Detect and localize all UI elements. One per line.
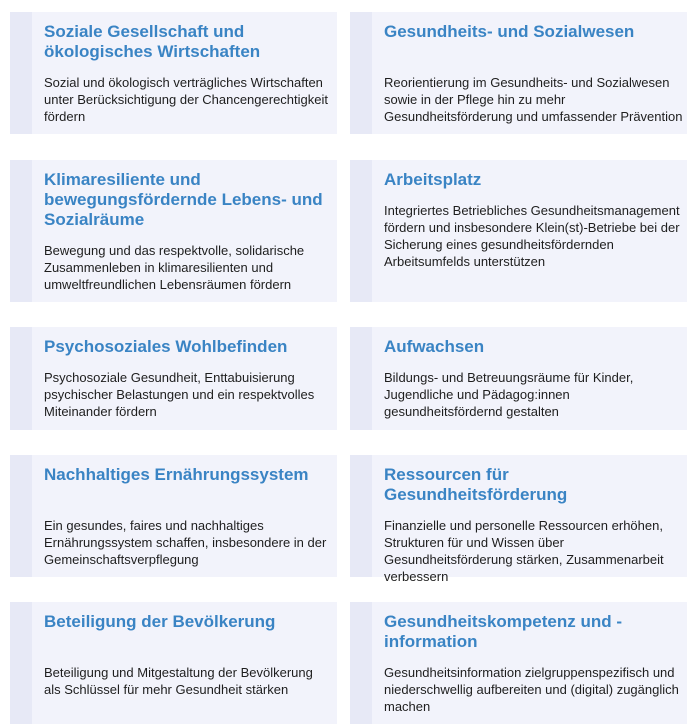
card-description: Finanzielle und personelle Ressourcen erhöhen, Strukturen für und Wissen über Gesundheitsförderung stärken, Zusammenarbeit verbessern [384, 518, 664, 584]
card-title: Gesundheitskompetenz und -information [384, 612, 623, 651]
card-title: Ressourcen für Gesundheitsförderung [384, 465, 568, 504]
card-description: Bewegung und das respektvolle, solidarische Zusammenleben in klimaresilienten und umweltfreundlichen Lebensräumen fördern [44, 243, 305, 292]
card-ressourcen-gesundheitsfoerderung [350, 455, 687, 584]
card-accent-bar [10, 602, 32, 724]
card-description: Ein gesundes, faires und nachhaltiges Ernährungssystem schaffen, insbesondere in der Gemeinschaftsverpflegung [44, 518, 327, 567]
card-description: Beteiligung und Mitgestaltung der Bevölkerung als Schlüssel für mehr Gesundheit stärken [44, 665, 313, 697]
card-soziale-gesellschaft [10, 12, 337, 134]
card-aufwachsen [350, 327, 687, 430]
card-accent-bar [350, 12, 372, 134]
card-description: Gesundheitsinformation zielgruppenspezifisch und niederschwellig aufbereiten und (digital) zugänglich machen [384, 665, 679, 714]
card-accent-bar [350, 455, 372, 577]
card-klimaresiliente-lebensraeume [10, 160, 337, 302]
card-description: Reorientierung im Gesundheits- und Sozialwesen sowie in der Pflege hin zu mehr Gesundheitsförderung und umfassender Prävention [384, 75, 683, 124]
card-description: Bildungs- und Betreuungsräume für Kinder, Jugendliche und Pädagog:innen gesundheitsfördernd gestalten [384, 370, 634, 419]
card-title: Beteiligung der Bevölkerung [44, 612, 276, 631]
card-accent-bar [350, 602, 372, 724]
card-title: Klimaresiliente und bewegungsfördernde Lebens- und Sozialräume [44, 170, 323, 229]
card-title: Gesundheits- und Sozialwesen [384, 22, 635, 41]
card-title: Psychosoziales Wohlbefinden [44, 337, 288, 356]
card-title: Arbeitsplatz [384, 170, 482, 189]
card-gesundheitskompetenz [350, 602, 687, 724]
card-accent-bar [10, 160, 32, 302]
card-title: Soziale Gesellschaft und ökologisches Wirtschaften [44, 22, 261, 61]
card-title: Nachhaltiges Ernährungssystem [44, 465, 309, 484]
card-beteiligung-bevoelkerung [10, 602, 337, 724]
card-accent-bar [10, 12, 32, 134]
card-nachhaltiges-ernaehrungssystem [10, 455, 337, 577]
card-description: Psychosoziale Gesundheit, Enttabuisierung psychischer Belastungen und ein respektvolles Miteinander fördern [44, 370, 315, 419]
card-accent-bar [350, 327, 372, 430]
card-description: Sozial und ökologisch verträgliches Wirtschaften unter Berücksichtigung der Chancengerechtigkeit fördern [44, 75, 329, 124]
card-gesundheits-sozialwesen [350, 12, 687, 134]
card-description: Integriertes Betriebliches Gesundheitsmanagement fördern und insbesondere Klein(st)-Betriebe bei der Sicherung eines gesundheitsfördernden Arbeitsumfelds unterstützen [384, 203, 680, 269]
card-accent-bar [350, 160, 372, 302]
card-title: Aufwachsen [384, 337, 485, 356]
card-psychosoziales-wohlbefinden [10, 327, 337, 430]
card-arbeitsplatz [350, 160, 687, 302]
card-accent-bar [10, 327, 32, 430]
card-accent-bar [10, 455, 32, 577]
